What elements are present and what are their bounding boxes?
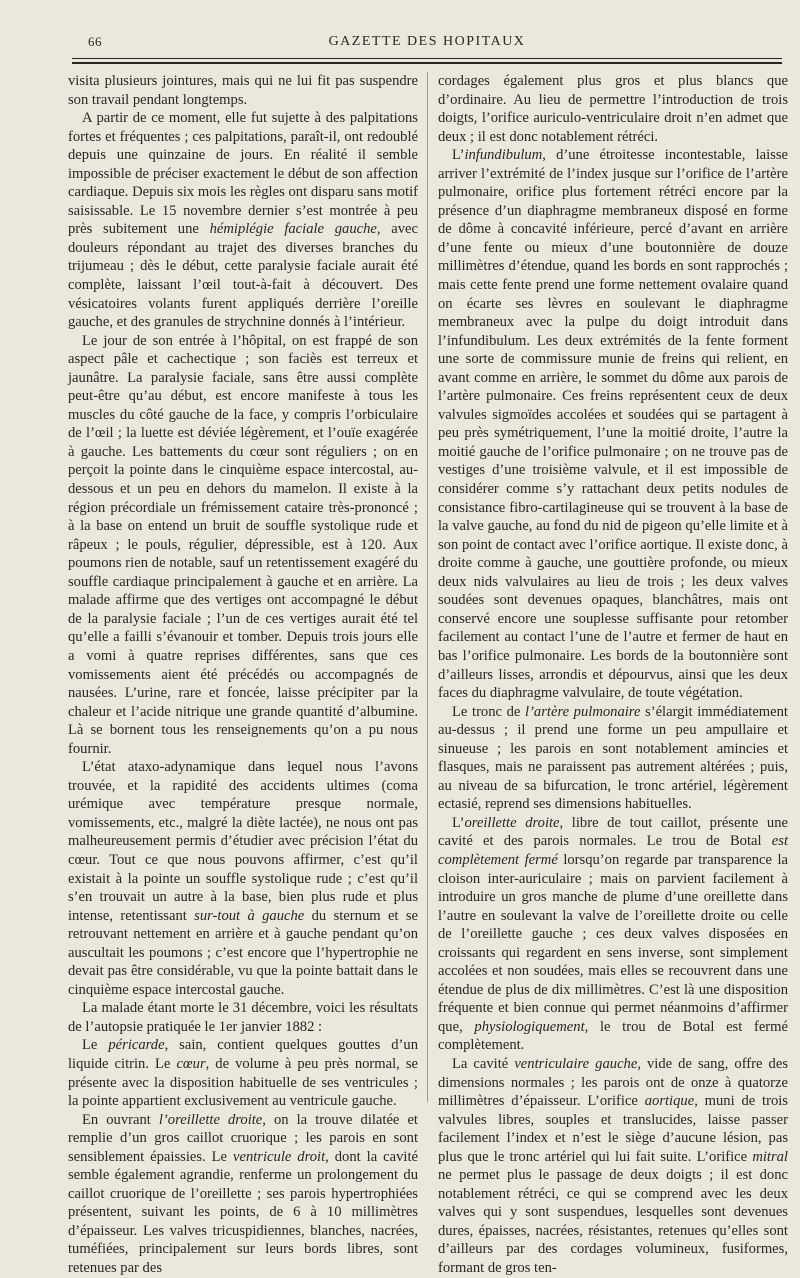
italic-text: physiologiquement [474, 1018, 585, 1035]
italic-text: l’artère pulmonaire [525, 703, 641, 720]
italic-text: sur-tout à gauche [194, 907, 305, 924]
italic-text: mitral [752, 1148, 788, 1165]
text-run: , d’une étroitesse incontestable, laisse arriver l’extrémité de l’index jusque sur l’orifice de l’artère pulmonaire, orifice plus fortement rétréci encore par la présence d’un diaphragme membraneux disposé en forme de dôme à concavité inférieure, percé d’avant en arrière d’une fente ou mieux d’une boutonnière de douze millimètres d’étendue, quand les bords en sont rapprochés ; mais cette fente prend une forme nettement ovalaire quand on écarte ses lèvres en soulevant le diaphragme membraneux avec la pulpe du doigt introduit dans l’infundibulum. Les deux extrémités de la fente forment une sorte de commissure munie de freins qui relient, en avant comme en arrière, le sommet du dôme aux parois de l’artère pulmonaire. Ces freins représentent ceux de deux valvules sigmoïdes accolées et soudées qui se partagent à peu près symétriquement, l’une la moitié droite, l’autre la moitié gauche de l’orifice pulmonaire ; on ne trouve pas de vestiges d’une troisième valvule, et il est impossible de considérer comme s’y rattachant deux petits nodules de consistance fibro-cartilagineuse qui se trouvent à la base de la valve gauche, au fond du nid de pigeon qu’elle limite et à son point de contact avec l’orifice aortique. Il existe donc, à droite comme à gauche, une gouttière profonde, ou mieux deux nids valvulaires au lieu de trois ; les deux valves soudées sont devenues opaques, blanchâtres, mais ont conservé encore une souplesse suffisante pour retomber facilement au contact l’une de l’autre et fermer de haut en bas l’orifice pulmonaire. Les bords de la boutonnière sont d’ailleurs lisses, arrondis et dépourvus, ainsi que les deux faces du diaphragme valvulaire, de toute végétation. [438, 147, 788, 702]
text-run: Le tronc de [452, 703, 526, 720]
text-run: Le jour de son entrée à l’hôpital, on est frappé de son aspect pâle et cachectique ; son faciès est terreux et jaunâtre. La paralysie faciale, sans être aussi complète peut-être qu’au début, est encore manifeste à tous les muscles du côté gauche de la face, y compris l’orbiculaire de l’œil ; la luette est déviée légèrement, et l’ouïe exagérée à gauche. Les battements du cœur sont réguliers ; on en perçoit la pointe dans le cinquième espace intercostal, au-dessous et un peu en dehors du mamelon. Il existe à la région précordiale un frémissement cataire très-prononcé ; à la base on entend un bruit de souffle systolique rude et râpeux ; le pouls, régulier, dépressible, est à 120. Aux poumons rien de notable, sauf un retentissement exagéré du souffle cardiaque principalement à gauche et en arrière. La malade affirme que des vertiges ont accompagné le début de la paralysie faciale ; l’un de ces vertiges aurait été tel qu’elle a failli s’évanouir et tomber. Depuis trois jours elle a vomi à quatre reprises différentes, sans que ces vomissements aient été précédés ou accompagnés de nausées. L’urine, rare et foncée, laisse précipiter par la chaleur et l’acide nitrique une grande quantité d’albumine. Là se bornent tous les renseignements qu’on a pu nous fournir. [68, 332, 418, 757]
italic-text: péricarde [108, 1037, 165, 1054]
paragraph [438, 703, 788, 814]
text-run: A partir de ce moment, elle fut sujette à des palpitations fortes et fréquentes ; ces palpitations, paraît-il, ont redoublé depuis une quinzaine de jours. En réalité il semble impossible de préciser exactement le début de son affection cardiaque. Depuis six mois les règles ont disparu sans motif saisissable. Le 15 novembre dernier s’est montrée à peu près subitement une [68, 110, 418, 238]
text-run: La malade étant morte le 31 décembre, voici les résultats de l’autopsie pratiquée le 1er janvier 1882 : [68, 1000, 418, 1035]
page-header [72, 34, 782, 54]
column-divider [427, 72, 428, 1102]
text-run: , libre de tout caillot, présente une cavité et des parois normales. Le trou de Botal [438, 814, 788, 850]
paragraph [68, 999, 418, 1036]
italic-text: oreillette droite [464, 814, 560, 831]
text-run: , sain, contient quelques gouttes d’un liquide citrin. Le [68, 1037, 418, 1072]
paragraph [68, 72, 418, 109]
text-run: , le trou de Botal est fermé complètement. [438, 1018, 788, 1054]
paragraph [438, 72, 788, 146]
text-run: du sternum et se retrouvant nettement en arrière et à gauche pendant qu’on auscultait les poumons ; c’est encore que l’hypertrophie ne devait pas être considérable, vu que la pointe battait dans le cinquième espace intercostal gauche. [68, 907, 418, 998]
paragraph [68, 1111, 418, 1278]
header-rule [72, 58, 782, 59]
text-run: L’ [452, 814, 465, 831]
text-run: , on la trouve dilatée et remplie d’un gros caillot cruorique ; les parois en sont sensiblement épaissies. Le [68, 1111, 418, 1165]
italic-text: ventriculaire gauche [514, 1055, 638, 1072]
text-run: ne permet plus le passage de deux doigts ; il est donc notablement rétréci, ce qui se comprend avec les deux valves qui y sont suspendues, lesquelles sont devenues dures, épaisses, nacrées, résistantes, retenues qu’elles sont d’ailleurs par des cordages volumineux, fusiformes, formant de gros ten- [438, 1167, 788, 1276]
paragraph [68, 1036, 418, 1110]
text-run: Le [82, 1037, 109, 1054]
italic-text: aortique [644, 1093, 695, 1110]
paragraph [438, 814, 788, 1055]
text-run: , de volume à peu près normal, se présente avec la disposition habituelle de ses ventricules ; la pointe appartient exclusivement au ventricule gauche. [68, 1055, 418, 1110]
paragraph [68, 109, 418, 332]
italic-text: est complètement fermé [438, 833, 788, 868]
italic-text: cœur [176, 1055, 206, 1072]
left-column [68, 72, 418, 1278]
text-run: En ouvrant [82, 1111, 159, 1128]
text-run: visita plusieurs jointures, mais qui ne lui fit pas suspendre son travail pendant longtemps. [68, 73, 418, 108]
running-title: GAZETTE DES HOPITAUX [328, 34, 526, 49]
italic-text: ventricule droit [233, 1148, 326, 1165]
text-run: L’état ataxo-adynamique dans lequel nous l’avons trouvée, et la rapidité des accidents ultimes (coma urémique avec température presque normale, vomissements, etc., malgré la diète lactée), ne nous ont pas malheureusement permis d’étudier avec précision l’état du cœur. Tout ce que nous pouvons affirmer, c’est qu’il existait à la pointe un souffle systolique rude ; c’est qu’il s’en trouvait un autre à la base, bien plus rude et plus intense, retentissant [68, 759, 418, 924]
text-run: , dont la cavité semble également agrandie, renferme un prolongement du caillot cruorique de l’oreillette ; ses parois hypertrophiées présentent, suivant les points, de 6 à 10 millimètres d’épaisseur. Les valves tricuspidiennes, blanches, nacrées, tuméfiées, principalement sur leurs bords libres, sont retenues par des [68, 1148, 418, 1276]
text-run: La cavité [452, 1055, 515, 1072]
right-column [438, 72, 788, 1278]
text-run: , vide de sang, offre des dimensions normales ; les parois ont de onze à quatorze millimètres d’épaisseur. L’orifice [438, 1055, 788, 1110]
paragraph [68, 332, 418, 759]
italic-text: hémiplégie faciale gauche [209, 221, 377, 238]
text-run: , avec douleurs répondant au trajet des diverses branches du trijumeau ; dès le début, cette paralysie faciale aurait été complète, laissant l’œil tout-à-fait à découvert. Des vésicatoires volants furent appliqués derrière l’oreille gauche, et des granules de strychnine donnés à l’intérieur. [68, 221, 418, 331]
text-run: cordages également plus gros et plus blancs que d’ordinaire. Au lieu de permettre l’introduction de trois doigts, l’orifice auriculo-ventriculaire droit n’en admet que deux ; il est donc notablement rétréci. [438, 73, 788, 145]
italic-text: infundibulum [464, 147, 543, 164]
header-rule-thick [72, 62, 782, 64]
text-run: s’élargit immédiatement au-dessus ; il prend une forme un peu ampullaire et sinueuse ; les parois en sont notablement amincies et flasques, mais ne paraissent pas autrement altérées ; puis, au niveau de sa bifurcation, le tronc artériel, légèrement ectasié, reprend ses dimensions habituelles. [438, 703, 788, 813]
paragraph [438, 1055, 788, 1278]
paragraph [438, 146, 788, 702]
paragraph [68, 758, 418, 999]
italic-text: l’oreillette droite [158, 1111, 263, 1128]
page-number: 66 [88, 34, 102, 49]
text-run: L’ [452, 147, 465, 164]
text-run: , muni de trois valvules libres, souples et translucides, laisse passer facilement l’index et n’est le siège d’aucune lésion, pas plus que le tronc artériel qui lui fait suite. L’orifice [438, 1093, 788, 1165]
text-run: lorsqu’on regarde par transparence la cloison inter-auriculaire ; mais on parvient facilement à introduire un gros manche de plume d’une oreillette dans l’autre en soulevant la valve de l’oreillette droite ou celle de l’oreillette gauche ; ces deux valves disposées en croissants qui regardent en sens inverse, sont simplement accolées et non soudées, mais elles se recouvrent dans une étendue de plus de dix millimètres. C’est là une disposition fréquente et bien connue qui permet néanmoins d’affirmer que, [438, 851, 788, 1035]
